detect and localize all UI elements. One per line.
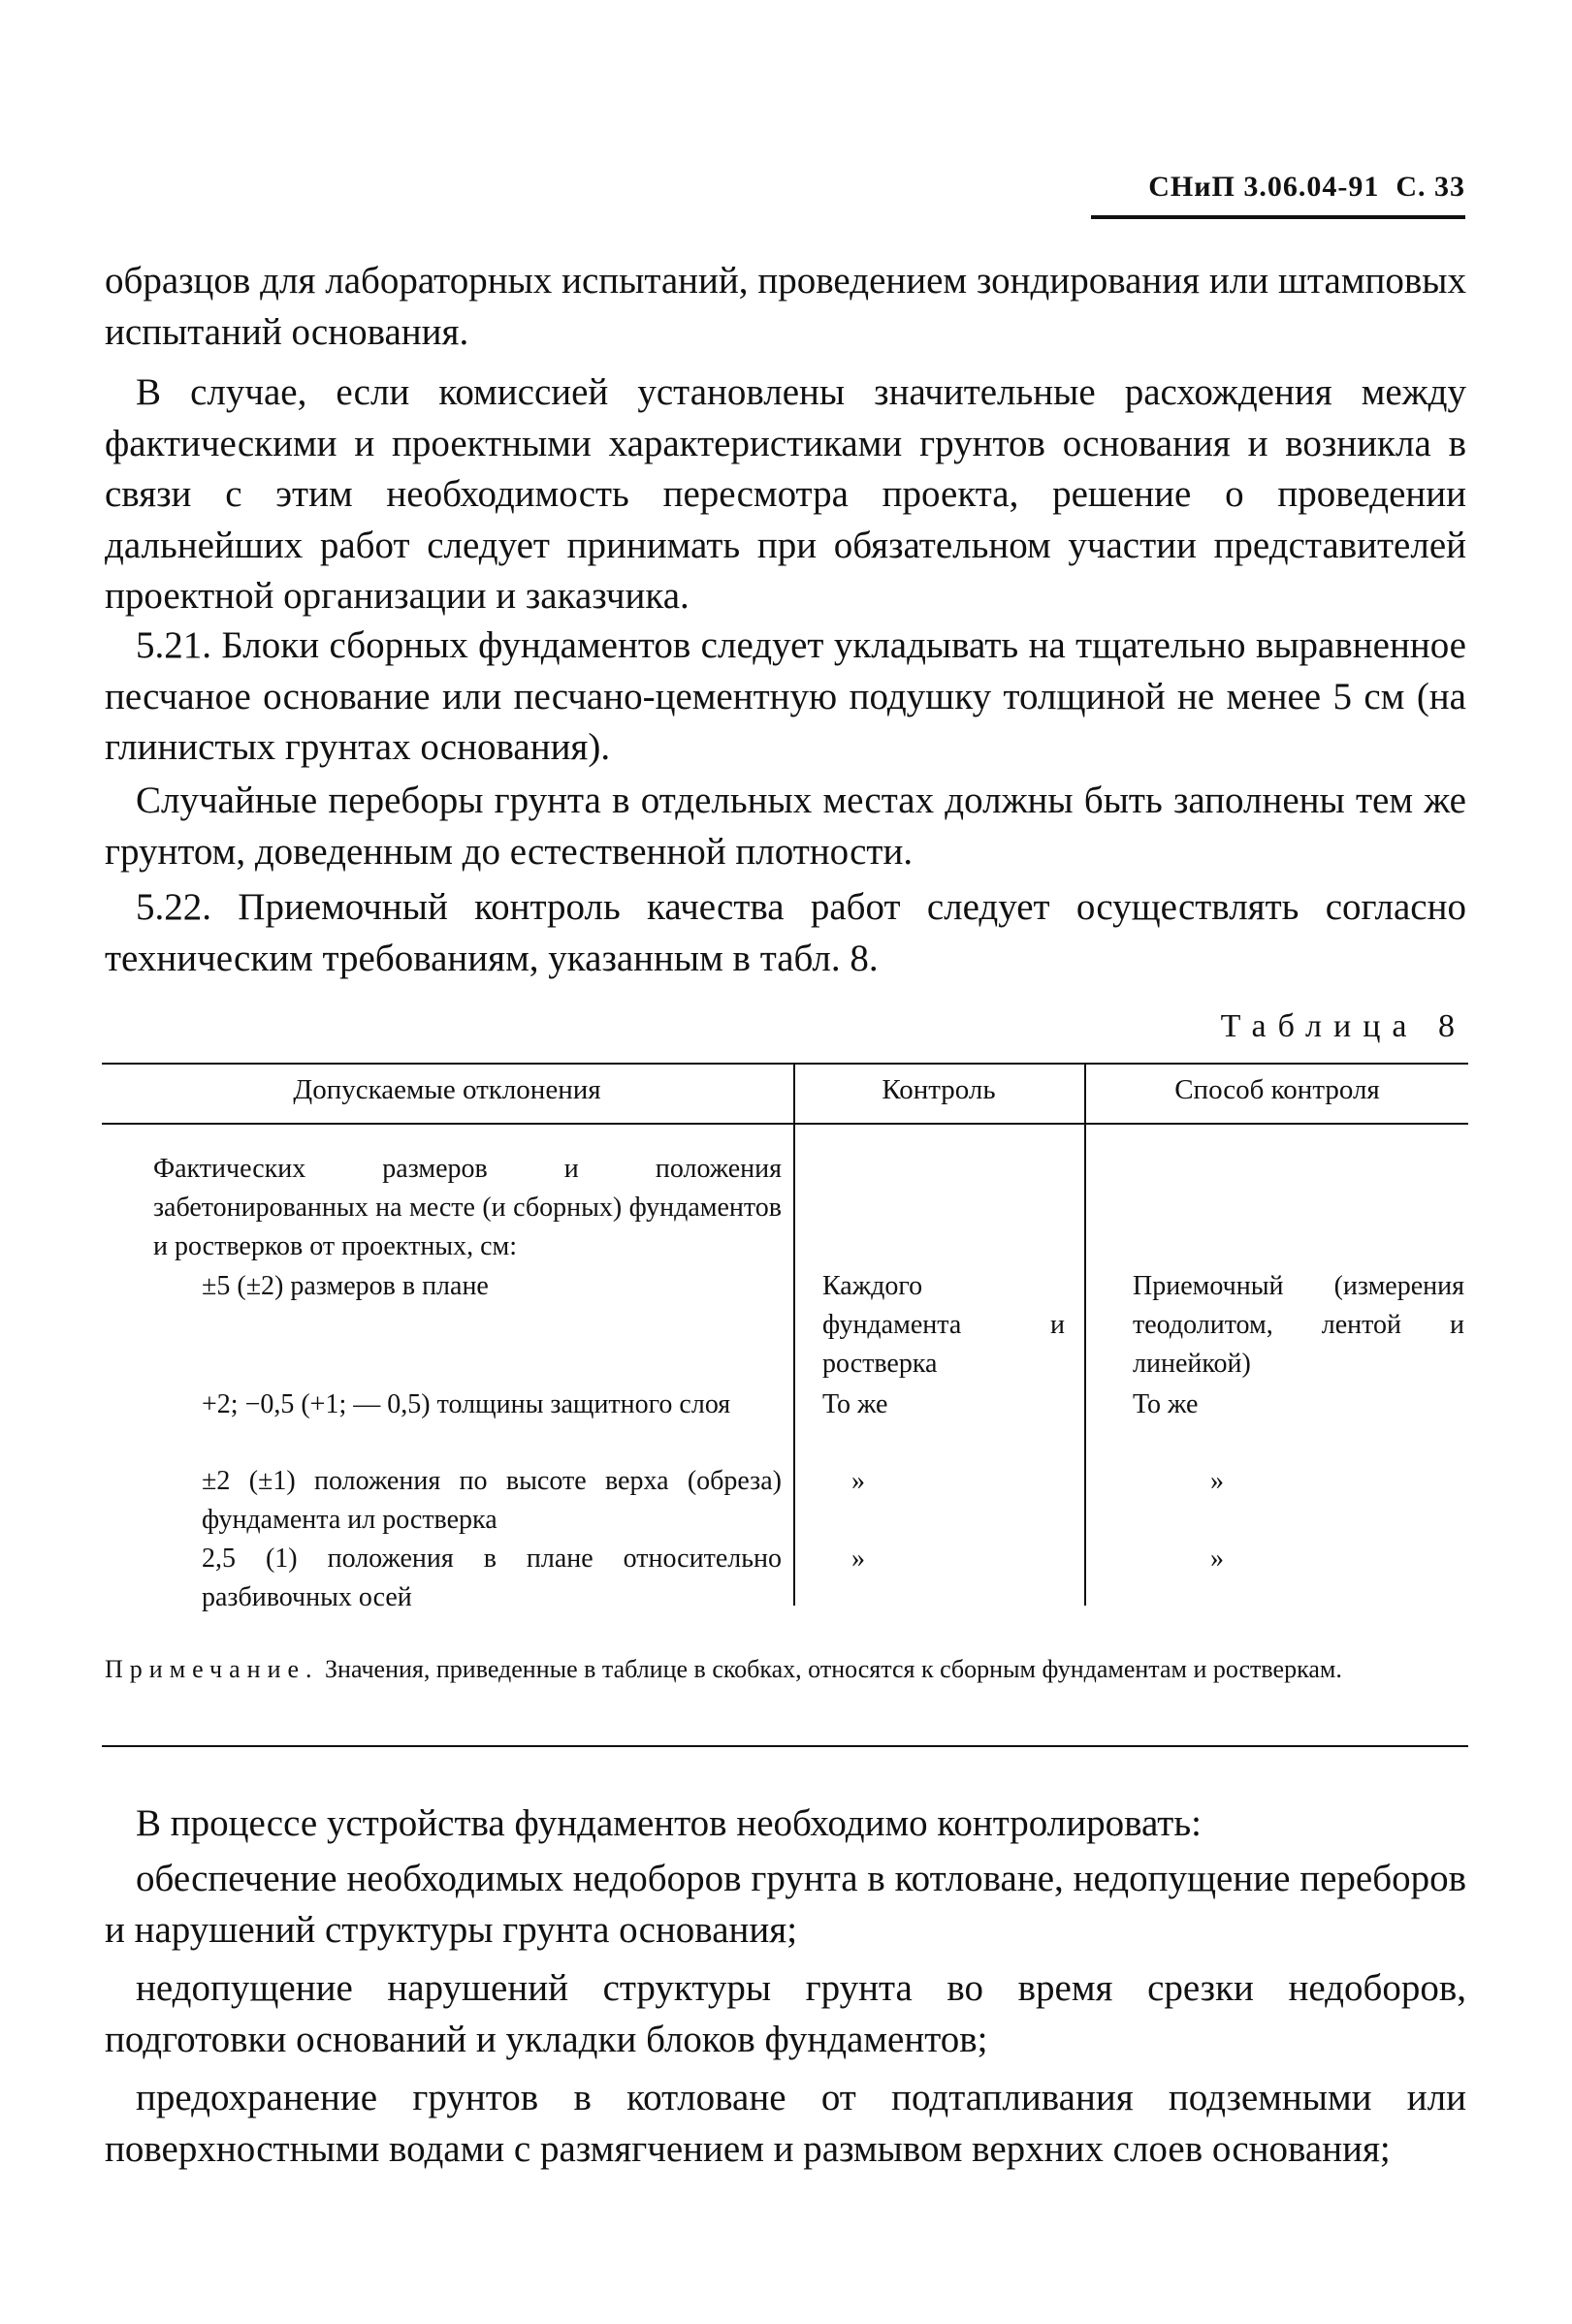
paragraph: Случайные переборы грунта в отдельных местах должны быть заполнены тем же грунтом, доведенным до естественной плотности. — [105, 780, 1466, 873]
table-caption: Таблица 8 — [1220, 1008, 1466, 1044]
paragraph: В процессе устройства фундаментов необходимо контролировать: — [136, 1802, 1202, 1844]
table-cell-deviation: ±5 (±2) размеров в плане — [202, 1271, 489, 1301]
table-cell-method: То же — [1133, 1389, 1199, 1419]
table-intro: Фактических размеров и положения забетонированных на месте (и сборных) фундаментов и ростверков от проектных, см: — [153, 1154, 782, 1261]
table-top-rule — [102, 1063, 1468, 1065]
table-header-rule — [102, 1123, 1468, 1125]
paragraph: В случае, если комиссией установлены значительные расхождения между фактическими и проектными характеристиками грунтов основания и возникла в связи с этим необходимость пересмотра проекта, решение о проведении дальнейших работ следует принимать при обязательном участии представителей проектной организации и заказчика. — [105, 371, 1466, 617]
page-number: С. 33 — [1396, 171, 1465, 203]
document-code: СНиП 3.06.04-91 — [1148, 171, 1380, 203]
table-cell-control: Каждого фундамента и ростверка — [822, 1271, 1065, 1379]
table-cell-control: » — [851, 1466, 865, 1496]
table-cell-method: » — [1210, 1544, 1224, 1574]
section-rule — [102, 1745, 1468, 1747]
paragraph-5-21: 5.21. Блоки сборных фундаментов следует укладывать на тщательно выравненное песчаное основание или песчано-цементную подушку толщиной не менее 5 см (на глинистых грунтах основания). — [105, 624, 1466, 768]
table-header-deviations: Допускаемые отклонения — [293, 1074, 601, 1105]
table-cell-deviation: 2,5 (1) положения в плане относительно разбивочных осей — [202, 1544, 782, 1612]
table-note-lead: Примечание. — [105, 1655, 319, 1683]
table-cell-deviation: ±2 (±1) положения по высоте верха (обреза) фундамента ил ростверка — [202, 1466, 782, 1535]
table-note-text: Значения, приведенные в таблице в скобках, относятся к сборным фундаментам и ростверкам. — [318, 1655, 1342, 1683]
table-cell-method: » — [1210, 1466, 1224, 1496]
table-cell-method: Приемочный (измерения теодолитом, лентой и линейкой) — [1133, 1271, 1464, 1379]
paragraph: предохранение грунтов в котловане от подтапливания подземными или поверхностными водами с размягчением и размывом верхних слоев основания; — [105, 2077, 1466, 2170]
table-cell-control: » — [851, 1544, 865, 1574]
page-header — [1091, 171, 1465, 204]
paragraph: образцов для лабораторных испытаний, проведением зондирования или штамповых испытаний основания. — [105, 260, 1466, 353]
paragraph-5-22: 5.22. Приемочный контроль качества работ следует осуществлять согласно техническим требованиям, указанным в табл. 8. — [105, 886, 1466, 979]
table-cell-deviation: +2; −0,5 (+1; — 0,5) толщины защитного слоя — [202, 1389, 731, 1419]
table-column-divider — [793, 1063, 795, 1606]
table-column-divider — [1084, 1063, 1086, 1606]
paragraph: обеспечение необходимых недоборов грунта в котловане, недопущение переборов и нарушений структуры грунта основания; — [105, 1858, 1466, 1951]
table-note — [105, 1651, 1466, 1687]
header-rule — [1091, 215, 1465, 219]
table-header-method: Способ контроля — [1174, 1074, 1380, 1105]
table-header-control: Контроль — [882, 1074, 996, 1105]
table-cell-control: То же — [822, 1389, 888, 1419]
paragraph: недопущение нарушений структуры грунта во время срезки недоборов, подготовки оснований и укладки блоков фундаментов; — [105, 1967, 1466, 2060]
